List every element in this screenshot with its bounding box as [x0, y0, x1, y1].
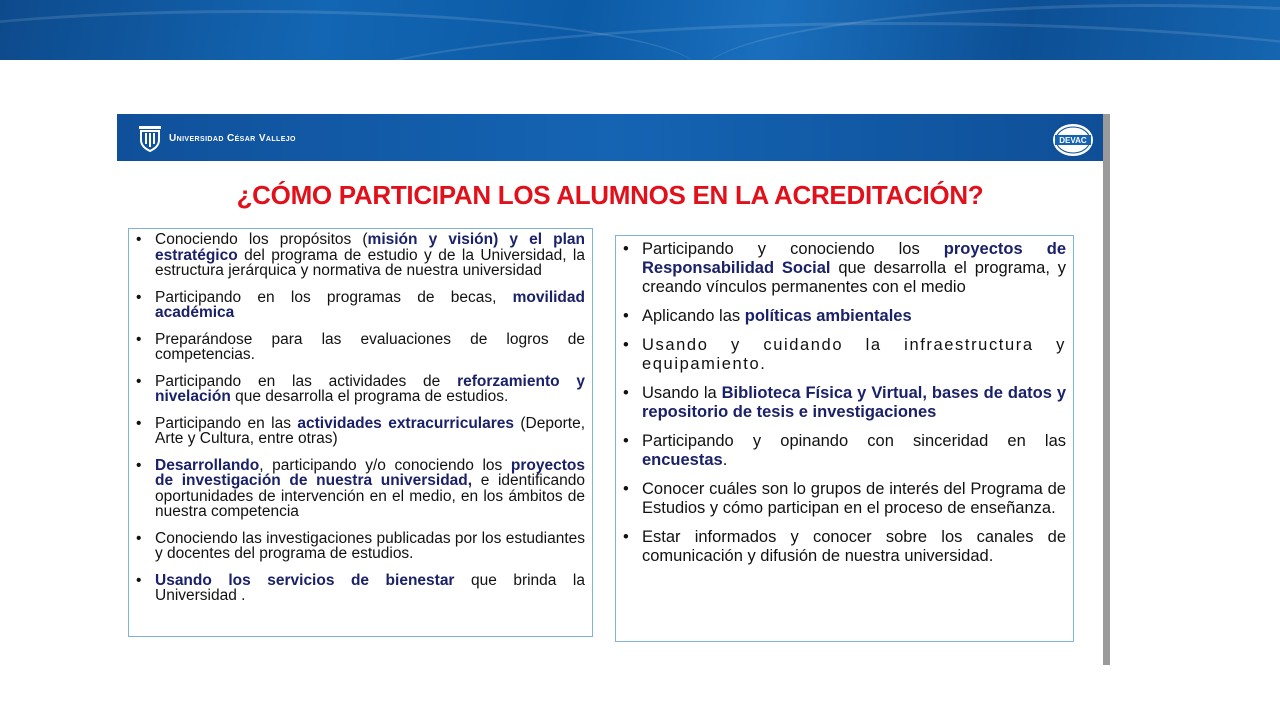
slide — [117, 114, 1103, 664]
list-item: • Participando en las actividades de reforzamiento y nivelación que desarrolla el programa de estudios. — [155, 374, 585, 405]
top-banner — [0, 0, 1280, 60]
list-item: • Estar informados y conocer sobre los canales de comunicación y difusión de nuestra universidad. — [642, 528, 1066, 566]
list-item: • Conociendo las investigaciones publicadas por los estudiantes y docentes del programa de estudios. — [155, 531, 585, 562]
list-item: • Participando y conociendo los proyectos de Responsabilidad Social que desarrolla el programa, y creando vínculos permanentes con el medio — [642, 240, 1066, 297]
devac-badge-text: DEVAC — [1059, 136, 1087, 145]
devac-badge-icon — [1051, 122, 1095, 158]
list-item: • Participando en las actividades extracurriculares (Deporte, Arte y Cultura, entre otras) — [155, 416, 585, 447]
list-item: • Desarrollando, participando y/o conociendo los proyectos de investigación de nuestra universidad, e identificando oportunidades de intervención en el medio, en los ámbitos de nuestra competencia — [155, 458, 585, 520]
list-item: • Participando y opinando con sinceridad en las encuestas. — [642, 432, 1066, 470]
list-item: • Conociendo los propósitos (misión y visión) y el plan estratégico del programa de estudio y de la Universidad, la estructura jerárquica y normativa de nuestra universidad — [155, 232, 585, 279]
list-item: • Usando la Biblioteca Física y Virtual, bases de datos y repositorio de tesis e investigaciones — [642, 384, 1066, 422]
slide-header — [117, 114, 1103, 161]
left-list-box — [128, 228, 593, 637]
list-item: • Participando en los programas de becas, movilidad académica — [155, 290, 585, 321]
list-item: • Usando y cuidando la infraestructura y equipamiento. — [642, 336, 1066, 374]
slide-shadow — [1103, 114, 1110, 665]
list-item: • Conocer cuáles son lo grupos de interés del Programa de Estudios y cómo participan en el proceso de enseñanza. — [642, 480, 1066, 518]
list-item: • Aplicando las políticas ambientales — [642, 307, 1066, 326]
list-item: • Usando los servicios de bienestar que brinda la Universidad . — [155, 573, 585, 604]
page-title: ¿CÓMO PARTICIPAN LOS ALUMNOS EN LA ACREDITACIÓN? — [236, 180, 984, 210]
list-item: • Preparándose para las evaluaciones de logros de competencias. — [155, 332, 585, 363]
right-list-box — [615, 235, 1074, 642]
university-logo-text: Universidad César Vallejo — [169, 133, 296, 144]
university-shield-icon — [138, 124, 162, 152]
